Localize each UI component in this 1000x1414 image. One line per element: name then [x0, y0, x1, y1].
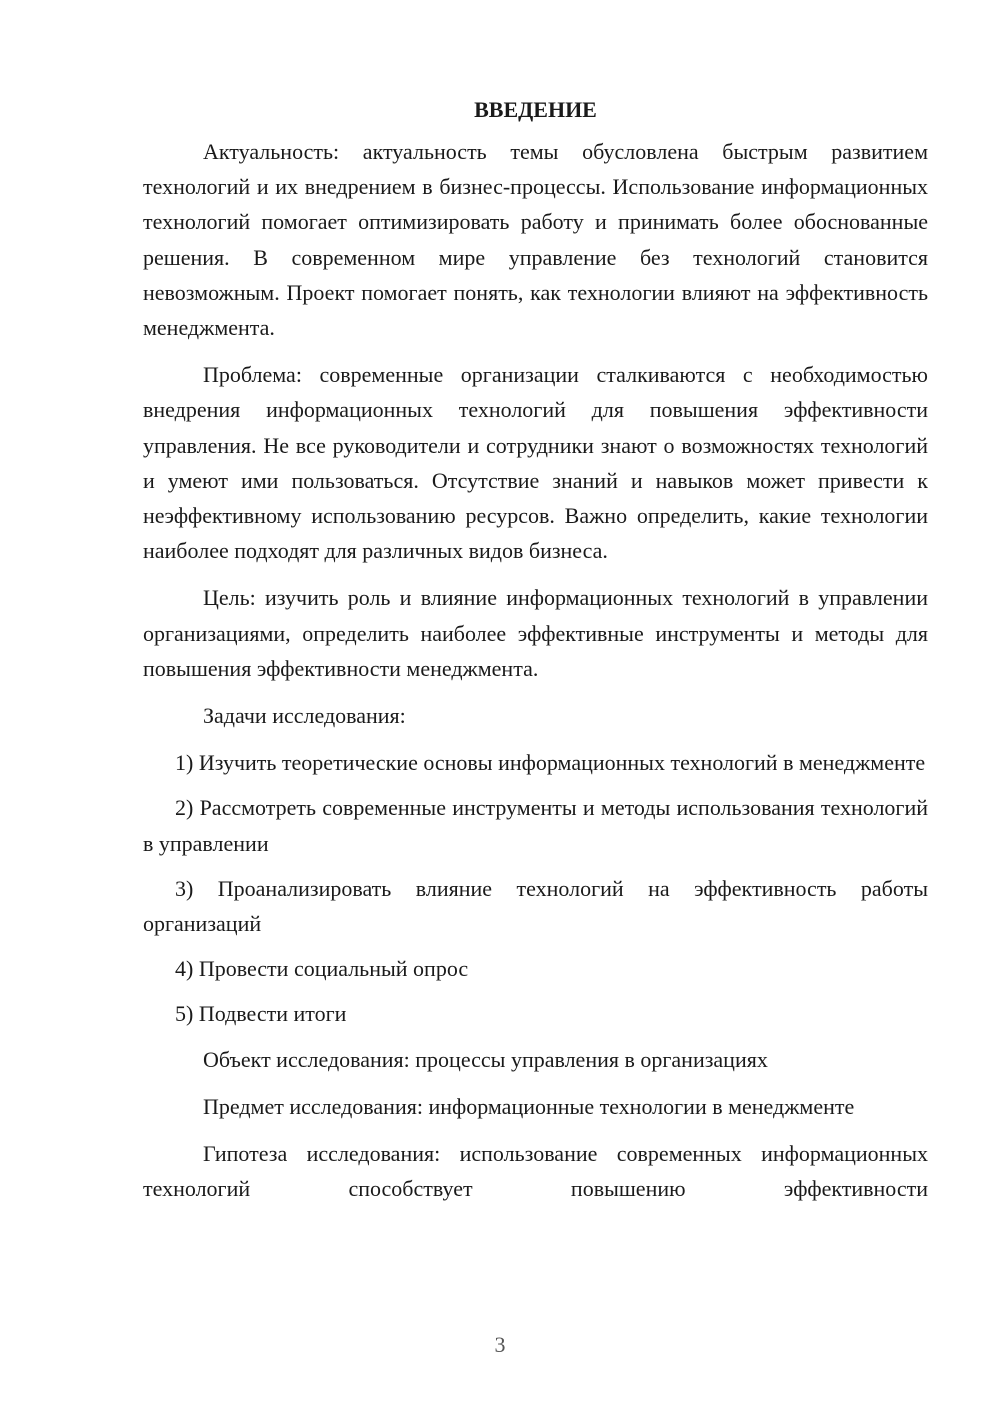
tasks-heading: Задачи исследования: [203, 703, 406, 729]
task-item: 3) Проанализировать влияние технологий на эффективность работы организаций [143, 875, 928, 937]
subject-paragraph: Предмет исследования: информационные технологии в менеджменте [203, 1093, 855, 1119]
document-page [143, 92, 928, 1206]
object-paragraph: Объект исследования: процессы управления в организациях [203, 1046, 768, 1072]
goal-paragraph: Цель: изучить роль и влияние информационных технологий в управлении организациями, определить наиболее эффективные инструменты и методы для повышения эффективности менеджмента. [143, 585, 928, 681]
task-item: 2) Рассмотреть современные инструменты и методы использования технологий в управлении [143, 795, 928, 856]
hypothesis-paragraph: Гипотеза исследования: использование современных информационных технологий способствует повышению эффективности [143, 1141, 928, 1202]
task-item: 4) Провести социальный опрос [175, 956, 469, 982]
page-number: 3 [494, 1332, 506, 1357]
relevance-paragraph: Актуальность: актуальность темы обусловлена быстрым развитием технологий и их внедрением в бизнес-процессы. Использование информационных технологий помогает оптимизировать работу и принимать более обоснованные решения. В современном мире управление без технологий становится невозможным. Проект помогает понять, как технологии влияют на эффективность менеджмента. [143, 139, 928, 341]
tasks-list [143, 745, 928, 1031]
section-title: ВВЕДЕНИЕ [474, 97, 597, 122]
task-item: 5) Подвести итоги [175, 1001, 347, 1027]
problem-paragraph: Проблема: современные организации сталкиваются с необходимостью внедрения информационных технологий для повышения эффективности управления. Не все руководители и сотрудники знают о возможностях технологий и умеют ими пользоваться. Отсутствие знаний и навыков может привести к неэффективному использованию ресурсов. Важно определить, какие технологии наиболее подходят для различных видов бизнеса. [143, 362, 928, 564]
task-item: 1) Изучить теоретические основы информационных технологий в менеджменте [175, 750, 926, 776]
